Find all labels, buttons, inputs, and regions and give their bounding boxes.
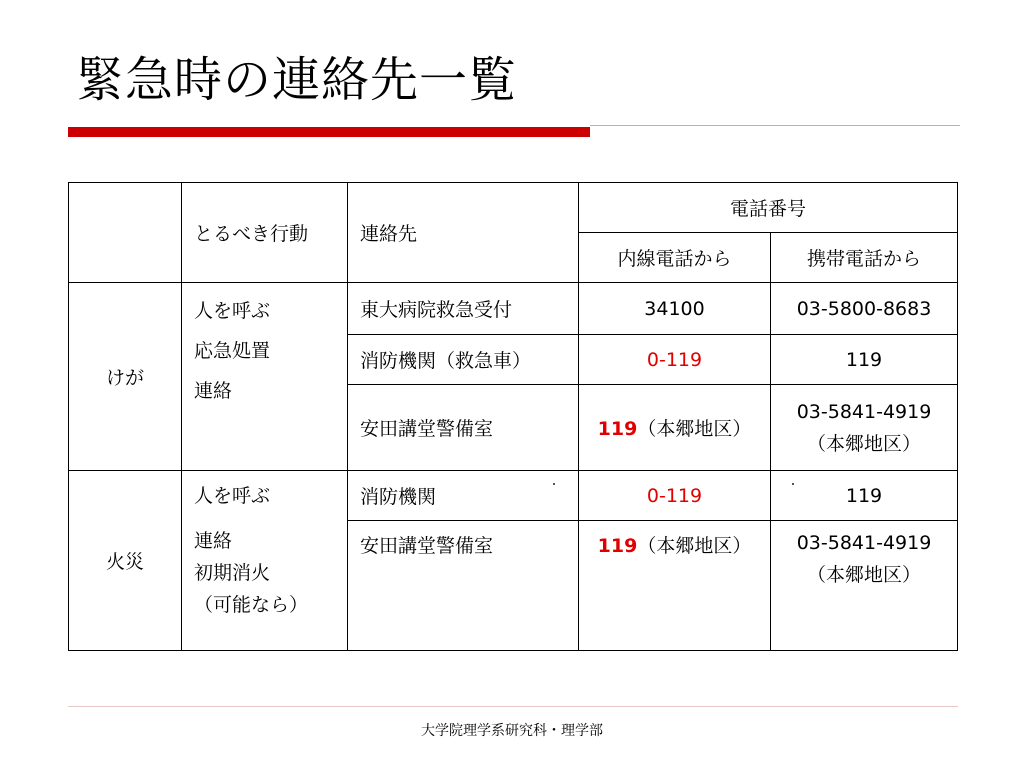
header-mobile: 携帯電話から — [771, 233, 958, 283]
category-fire: 火災 — [69, 471, 182, 651]
action-item: 連絡 — [194, 530, 233, 552]
mobile-number: 03-5800-8683 — [771, 283, 958, 335]
action-item: 人を呼ぶ — [194, 485, 271, 507]
mobile-number — [771, 385, 958, 471]
contact-cell: 安田講堂警備室 — [348, 521, 579, 651]
action-item: 応急処置 — [194, 340, 271, 362]
header-action: とるべき行動 — [182, 183, 348, 283]
internal-number: 0-119 — [579, 471, 771, 521]
internal-number-red: 119 — [597, 418, 638, 440]
emergency-contacts-table — [68, 182, 958, 651]
action-item: 連絡 — [194, 380, 233, 402]
stray-dot — [792, 483, 794, 485]
table-row — [69, 471, 958, 521]
action-item: （可能なら） — [194, 594, 309, 616]
mobile-number-value: 03-5841-4919 — [796, 400, 932, 423]
category-injury: けが — [69, 283, 182, 471]
mobile-number — [771, 521, 958, 651]
contact-cell: 消防機関（救急車） — [348, 335, 579, 385]
internal-number: 0-119 — [579, 335, 771, 385]
contact-cell: 消防機関 — [348, 471, 579, 521]
internal-number-area: （本郷地区） — [637, 418, 752, 440]
header-phone-number: 電話番号 — [579, 183, 958, 233]
internal-number: 34100 — [579, 283, 771, 335]
header-contact: 連絡先 — [348, 183, 579, 283]
header-internal: 内線電話から — [579, 233, 771, 283]
contact-cell: 東大病院救急受付 — [348, 283, 579, 335]
internal-number-area: （本郷地区） — [637, 535, 752, 557]
action-item: 初期消火 — [194, 562, 271, 584]
footer-divider — [68, 706, 958, 707]
internal-number — [579, 385, 771, 471]
mobile-number-value: 03-5841-4919 — [796, 532, 932, 554]
mobile-number: 119 — [771, 335, 958, 385]
action-item: 人を呼ぶ — [194, 300, 271, 322]
footer-text: 大学院理学系研究科・理学部 — [421, 723, 603, 739]
stray-dot — [553, 483, 555, 485]
fire-actions — [182, 471, 348, 651]
header-blank-cell — [69, 183, 182, 283]
slide-title: 緊急時の連絡先一覧 — [76, 52, 518, 108]
title-underline — [590, 125, 960, 126]
injury-actions — [182, 283, 348, 471]
header-row-1 — [69, 183, 958, 233]
title-accent-bar — [68, 127, 590, 137]
contact-cell: 安田講堂警備室 — [348, 385, 579, 471]
mobile-number: 119 — [771, 471, 958, 521]
table-row — [69, 283, 958, 335]
mobile-number-area: （本郷地区） — [807, 432, 922, 455]
mobile-number-area: （本郷地区） — [807, 564, 922, 586]
internal-number — [579, 521, 771, 651]
internal-number-red: 119 — [597, 535, 638, 557]
